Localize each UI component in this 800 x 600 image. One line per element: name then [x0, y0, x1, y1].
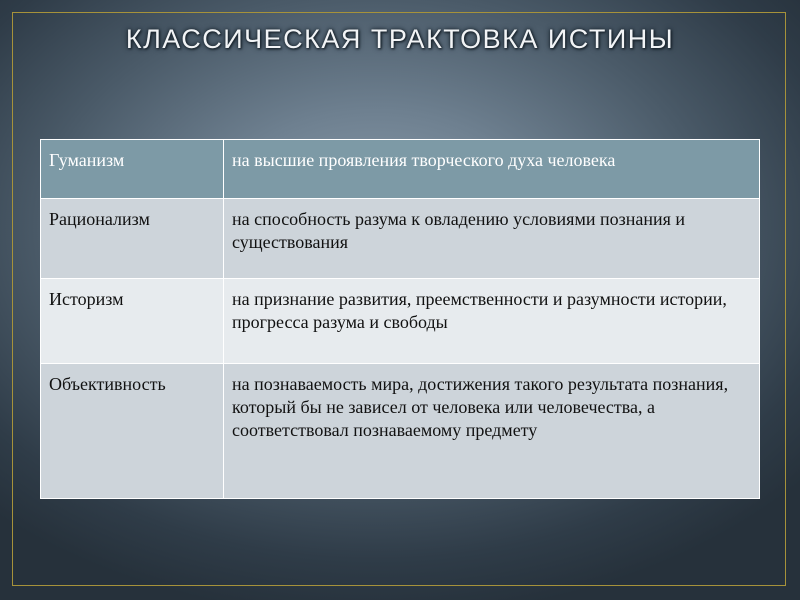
truth-table — [40, 139, 760, 499]
table-row — [41, 364, 760, 499]
table-cell-term: Историзм — [41, 279, 224, 364]
table-cell-description: на признание развития, преемственности и разумности истории, прогресса разума и свободы — [224, 279, 760, 364]
table-cell-description: на познаваемость мира, достижения такого результата познания, который бы не зависел от человека или человечества, а соответствовал познаваемому предмету — [224, 364, 760, 499]
table-cell-description: на высшие проявления творческого духа человека — [224, 140, 760, 199]
table-row — [41, 279, 760, 364]
table-cell-description: на способность разума к овладению условиями познания и существования — [224, 199, 760, 279]
table-row — [41, 140, 760, 199]
table-cell-term: Объективность — [41, 364, 224, 499]
table-row — [41, 199, 760, 279]
table-cell-term: Гуманизм — [41, 140, 224, 199]
slide-title: КЛАССИЧЕСКАЯ ТРАКТОВКА ИСТИНЫ — [125, 24, 675, 54]
table-cell-term: Рационализм — [41, 199, 224, 279]
